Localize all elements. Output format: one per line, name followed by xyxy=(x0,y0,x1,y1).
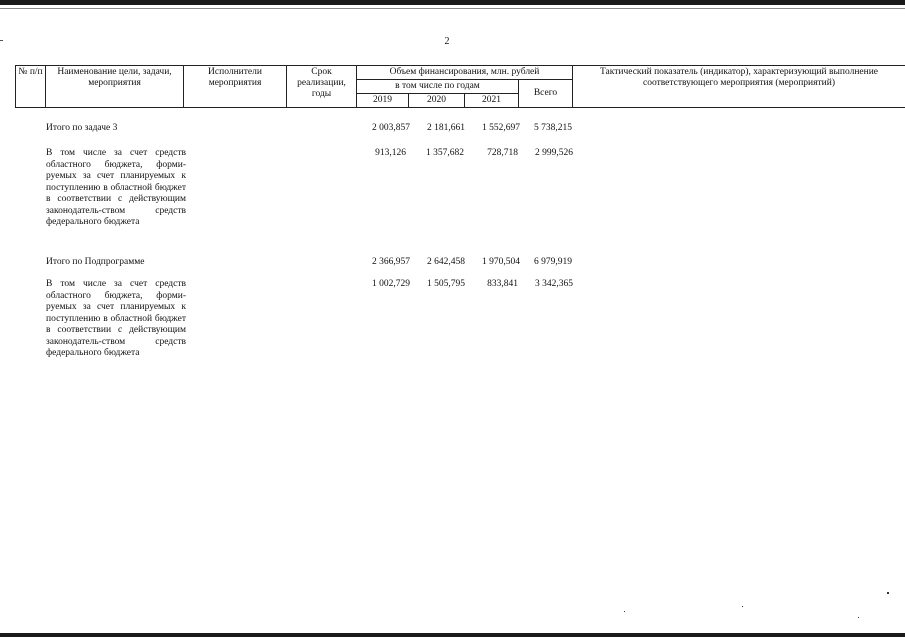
row-value-2021: 1 552,697 xyxy=(482,123,520,133)
row-label: В том числе за счет средств областного бюджета, форми-руемых за счет планируемых к поступлению в областной бюджет в соответствии с действующим законодатель-ством средств федерального бюджета xyxy=(46,148,186,227)
row-value-total: 2 999,526 xyxy=(535,148,573,158)
header-num: № п/п xyxy=(16,66,46,108)
header-year-2021: 2021 xyxy=(465,94,519,108)
scan-top-line xyxy=(0,8,905,9)
header-funding: Объем финансирования, млн. рублей xyxy=(357,66,573,80)
header-indicator: Тактический показатель (индикатор), характеризующий выполнение соответствующего мероприятия (мероприятий) xyxy=(573,66,905,108)
row-value-total: 5 738,215 xyxy=(534,123,572,133)
row-value-2019: 1 002,729 xyxy=(372,279,410,289)
header-year-2020: 2020 xyxy=(409,94,465,108)
scan-speck xyxy=(624,611,625,612)
header-including-years: в том числе по годам xyxy=(357,80,519,94)
row-label: В том числе за счет средств областного бюджета, форми-руемых за счет планируемых к поступлению в областной бюджет в соответствии с действующим законодатель-ством средств федерального бюджета xyxy=(46,279,186,358)
row-value-total: 3 342,365 xyxy=(535,279,573,289)
scan-bottom-border xyxy=(0,633,905,637)
row-value-2021: 1 970,504 xyxy=(482,257,520,267)
header-name: Наименование цели, задачи, мероприятия xyxy=(46,66,184,108)
header-term: Срок реализации, годы xyxy=(287,66,357,108)
row-value-2019: 2 366,957 xyxy=(372,257,410,267)
header-executors: Исполнители мероприятия xyxy=(184,66,287,108)
scan-top-border xyxy=(0,0,905,5)
row-value-2020: 1 357,682 xyxy=(426,148,464,158)
row-value-2020: 1 505,795 xyxy=(427,279,465,289)
table-header xyxy=(15,65,905,108)
row-value-2020: 2 181,661 xyxy=(427,123,465,133)
page-number: 2 xyxy=(444,36,450,47)
scan-margin-mark xyxy=(0,40,3,41)
row-label: Итого по Подпрограмме xyxy=(46,257,145,267)
row-value-2019: 2 003,857 xyxy=(372,123,410,133)
row-value-2019: 913,126 xyxy=(375,148,406,158)
row-value-2021: 833,841 xyxy=(487,279,518,289)
row-label: Итого по задаче 3 xyxy=(46,123,118,133)
scan-speck xyxy=(858,617,859,618)
header-total: Всего xyxy=(519,80,573,108)
row-value-2021: 728,718 xyxy=(487,148,518,158)
scan-speck xyxy=(742,606,743,607)
header-year-2019: 2019 xyxy=(357,94,409,108)
row-value-total: 6 979,919 xyxy=(534,257,572,267)
scan-speck xyxy=(887,592,889,594)
row-value-2020: 2 642,458 xyxy=(427,257,465,267)
